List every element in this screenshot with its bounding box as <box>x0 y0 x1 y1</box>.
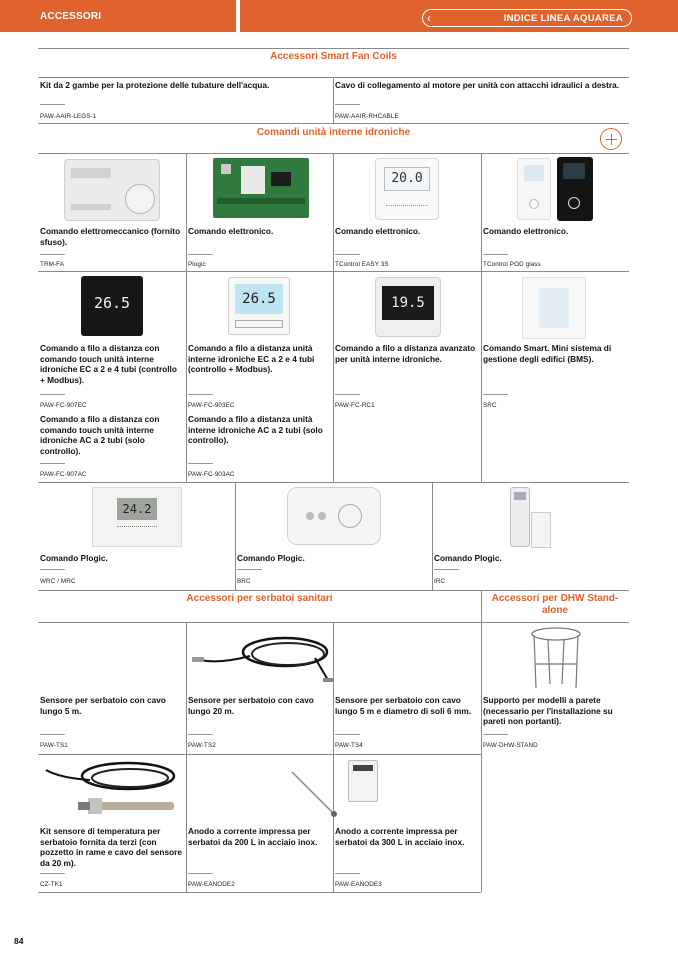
rule <box>38 123 629 124</box>
dash: ———— <box>434 566 458 573</box>
rule <box>38 482 629 483</box>
rule <box>186 153 187 482</box>
item-code: Plogic <box>188 261 206 268</box>
item-desc: Comando elettronico. <box>483 226 569 236</box>
plus-icon[interactable] <box>600 128 622 150</box>
brc-image <box>287 487 381 545</box>
rule <box>38 892 481 893</box>
item-code: PAW-FC-RC1 <box>335 402 375 409</box>
cztk1-image <box>40 758 182 818</box>
item-code: TControl POD glass <box>483 261 541 268</box>
rule <box>432 482 433 590</box>
item-desc: Comando elettromeccanico (fornito sfuso). <box>40 226 181 247</box>
dash: ———— <box>188 870 212 877</box>
item-desc: Anodo a corrente impressa per serbatoi da 200 L in acciaio inox. <box>188 826 318 847</box>
section-label: ACCESSORI <box>40 11 102 22</box>
item-desc: Sensore per serbatoio con cavo lungo 5 m. <box>40 695 166 716</box>
dash: ———— <box>40 101 64 108</box>
rule <box>481 754 482 892</box>
sensor-cable-image <box>190 630 336 686</box>
dash: ———— <box>40 391 64 398</box>
header-bar <box>0 0 678 32</box>
item-desc: Sensore per serbatoio con cavo lungo 20 m. <box>188 695 314 716</box>
item-code: BRC <box>237 578 251 585</box>
item-desc: Comando Plogic. <box>237 553 305 563</box>
rule <box>186 622 187 892</box>
item-code: CZ-TK1 <box>40 881 63 888</box>
item-desc: Comando a filo a distanza con comando touch unità interne idroniche AC a 2 tubi (solo controllo). <box>40 414 160 456</box>
display-text: 20.0 <box>384 167 430 191</box>
item-code: WRC / MRC <box>40 578 76 585</box>
item-code: PAW-DHW-STAND <box>483 742 538 749</box>
item-code: PAW-FC-907AC <box>40 471 87 478</box>
circuit-board-image <box>213 158 309 218</box>
item-code: TRM-FA <box>40 261 65 268</box>
item-desc: Comando a filo a distanza con comando touch unità interne idroniche EC a 2 e 4 tubi (controllo + Modbus). <box>40 343 177 385</box>
src-image <box>522 277 586 339</box>
dhw-stand-image <box>528 626 584 692</box>
rule <box>235 482 236 590</box>
dash: ———— <box>335 731 359 738</box>
item-code: SRC <box>483 402 497 409</box>
dash: ———— <box>335 101 359 108</box>
item-desc: Comando Plogic. <box>434 553 502 563</box>
pod-black-image <box>557 157 593 221</box>
irc-holder-image <box>531 512 551 548</box>
dash: ———— <box>335 251 359 258</box>
item-desc: Supporto per modelli a parete (necessario per l'installazione su pareti non portanti). <box>483 695 613 726</box>
wrc-image <box>92 487 182 547</box>
display-text: 24.2 <box>117 498 157 520</box>
section-title-idroniche: Comandi unità interne idroniche <box>256 127 411 138</box>
dash: ———— <box>483 731 507 738</box>
dash: ———— <box>188 731 212 738</box>
item-desc: Cavo di collegamento al motore per unità con attacchi idraulici a destra. <box>335 80 620 90</box>
item-code: PAW-TS2 <box>188 742 216 749</box>
item-desc: Comando Plogic. <box>40 553 108 563</box>
dash: ———— <box>335 391 359 398</box>
thermostat-image <box>64 159 160 221</box>
item-desc: Comando elettronico. <box>188 226 274 236</box>
pod-white-image <box>517 158 551 220</box>
section-tab[interactable] <box>0 0 236 32</box>
dash: ———— <box>40 460 64 467</box>
index-label: INDICE LINEA AQUAREA <box>503 13 623 24</box>
dash: ———— <box>188 251 212 258</box>
item-desc: Comando a filo a distanza unità interne idroniche EC a 2 e 4 tubi (controllo + Modbus). <box>188 343 315 374</box>
item-code: PAW-TS4 <box>335 742 363 749</box>
rule <box>38 271 629 272</box>
item-desc: Anodo a corrente impressa per serbatoi da 300 L in acciaio inox. <box>335 826 465 847</box>
item-code: PAW-AAIR-LEGS-1 <box>40 113 97 120</box>
item-desc: Comando Smart. Mini sistema di gestione degli edifici (BMS). <box>483 343 612 364</box>
item-code: PAW-TS1 <box>40 742 68 749</box>
item-code: IRC <box>434 578 446 585</box>
dash: ———— <box>40 870 64 877</box>
item-desc: Kit sensore di temperatura per serbatoio fornita da terzi (con pozzetto in rame e cavo del sensore da 20 m). <box>40 826 183 868</box>
page-number: 84 <box>14 936 24 946</box>
dash: ———— <box>40 731 64 738</box>
rule <box>38 48 629 49</box>
dash: ———— <box>40 251 64 258</box>
item-code: PAW-EANODE3 <box>335 881 382 888</box>
index-button[interactable] <box>422 9 632 27</box>
item-code: PAW-AAIR-RHCABLE <box>335 113 399 120</box>
item-desc: Comando a filo a distanza unità interne idroniche AC a 2 tubi (solo controllo). <box>188 414 323 445</box>
dash: ———— <box>188 460 212 467</box>
rule <box>38 590 629 591</box>
section-title-serbatoi: Accessori per serbatoi sanitari <box>186 593 333 604</box>
item-desc: Sensore per serbatoio con cavo lungo 5 m e diametro di soli 6 mm. <box>335 695 472 716</box>
rule <box>333 153 334 482</box>
section-title-smart-fan-coils: Accessori Smart Fan Coils <box>270 51 397 62</box>
display-text: 26.5 <box>93 294 131 312</box>
rule <box>481 590 482 754</box>
irc-remote-image <box>510 487 530 547</box>
item-code: PAW-EANODE2 <box>188 881 235 888</box>
easy3s-image <box>375 158 439 220</box>
anode-box-image <box>348 760 378 802</box>
section-title-dhw: Accessori per DHW Stand-alone <box>491 593 619 616</box>
rule <box>38 754 481 755</box>
display-text: 26.5 <box>235 284 283 314</box>
fc907ec-image <box>81 276 143 336</box>
item-desc: Kit da 2 gambe per la protezione delle tubature dell'acqua. <box>40 80 270 90</box>
dash: ———— <box>335 870 359 877</box>
dash: ———— <box>483 251 507 258</box>
item-code: TControl EASY 3S <box>335 261 389 268</box>
rule <box>333 77 334 123</box>
rule <box>481 153 482 482</box>
chevron-left-icon: ‹ <box>427 11 431 25</box>
item-code: PAW-FC-903AC <box>188 471 235 478</box>
anode-rod-image <box>290 770 340 822</box>
item-code: PAW-FC-903EC <box>188 402 235 409</box>
display-text: 19.5 <box>382 286 434 320</box>
item-desc: Comando elettronico. <box>335 226 421 236</box>
dash: ———— <box>40 566 64 573</box>
fc903ec-image <box>228 277 290 335</box>
item-desc: Comando a filo a distanza avanzato per unità interne idroniche. <box>335 343 476 364</box>
item-code: PAW-FC-907EC <box>40 402 87 409</box>
dash: ———— <box>237 566 261 573</box>
fcrc1-image <box>375 277 441 337</box>
dash: ———— <box>188 391 212 398</box>
dash: ———— <box>483 391 507 398</box>
